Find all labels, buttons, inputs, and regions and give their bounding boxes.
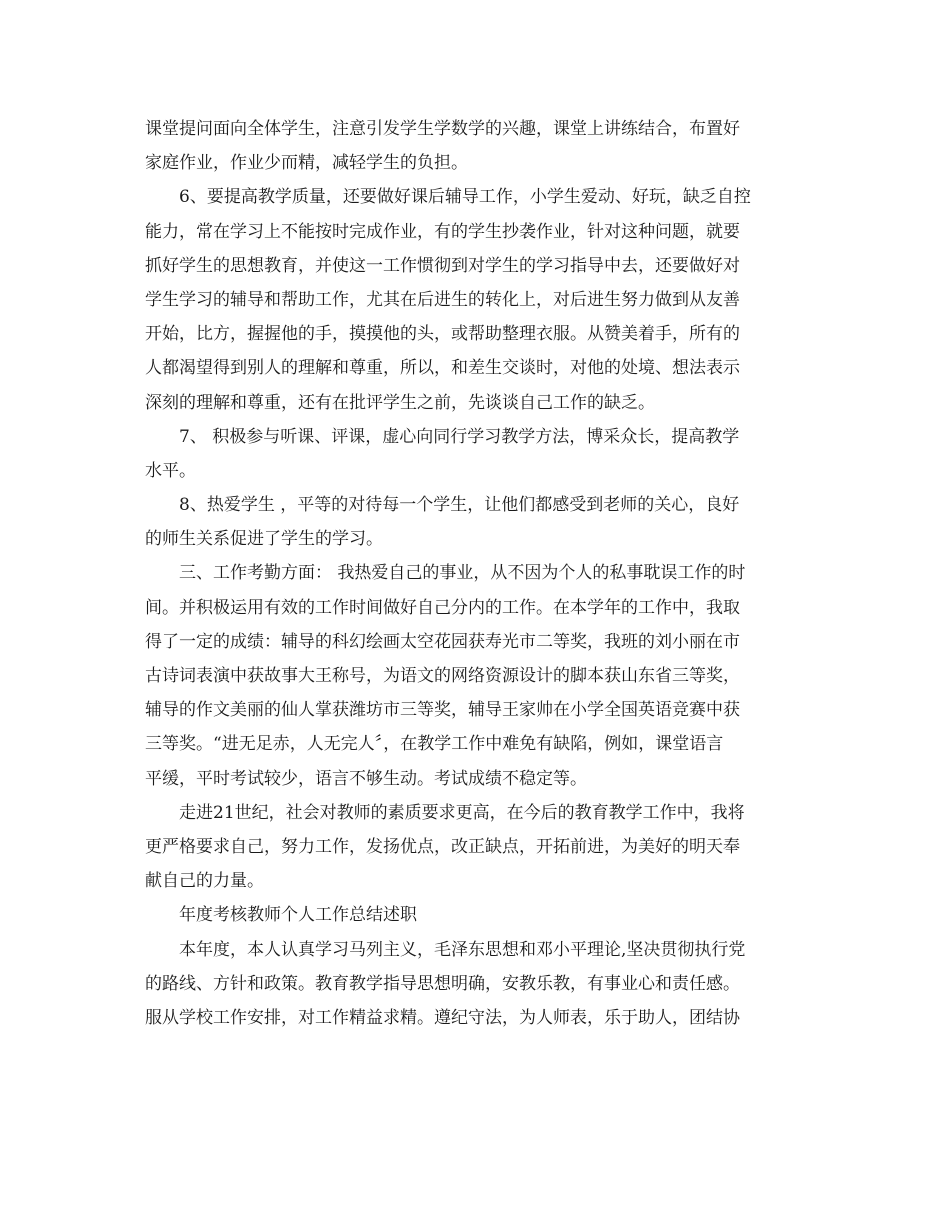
paragraph-line: 深刻的理解和尊重，还有在批评学生之前，先谈谈自己工作的缺乏。 <box>145 392 655 413</box>
paragraph-line: 古诗词表演中获故事大王称号，为语文的网络资源设计的脚本获山东省三等奖， <box>145 666 740 686</box>
paragraph-line: 服从学校工作安排，对工作精益求精。遵纪守法，为人师表，乐于助人，团结协 <box>145 1007 740 1028</box>
paragraph-line: 更严格要求自己，努力工作，发扬优点，改正缺点，开拓前进，为美好的明天奉 <box>145 836 740 857</box>
paragraph-line: 课堂提问面向全体学生，注意引发学生学数学的兴趣，课堂上讲练结合，布置好 <box>145 119 740 139</box>
paragraph-first-line: 本年度，本人认真学习马列主义，毛泽东思想和邓小平理论,坚决贯彻执行党 <box>179 939 746 960</box>
paragraph-first-line: 7、 积极参与听课、评课，虚心向同行学习教学方法，博采众长，提高教学 <box>179 426 740 447</box>
paragraph-first-line: 三、工作考勤方面： 我热爱自己的事业，从不因为个人的私事耽误工作的时 <box>179 563 746 584</box>
paragraph-line: 能力，常在学习上不能按时完成作业，有的学生抄袭作业，针对这种问题，就要 <box>145 221 740 242</box>
paragraph-line: 平缓，平时考试较少，语言不够生动。考试成绩不稳定等。 <box>145 768 587 789</box>
paragraph-line: 的师生关系促进了学生的学习。 <box>145 529 383 550</box>
paragraph-line: 间。并积极运用有效的工作时间做好自己分内的工作。在本学年的工作中，我取 <box>145 597 740 618</box>
paragraph-line: 辅导的作文美丽的仙人掌获潍坊市三等奖，辅导王家帅在小学全国英语竞赛中获 <box>145 700 740 721</box>
paragraph-line: 家庭作业，作业少而精，减轻学生的负担。 <box>145 153 468 174</box>
paragraph-line: 开始，比方，握握他的手，摸摸他的头，或帮助整理衣服。从赞美着手，所有的 <box>145 324 740 345</box>
paragraph-first-line: 8、热爱学生 ，平等的对待每一个学生，让他们都感受到老师的关心，良好 <box>179 495 740 516</box>
paragraph-first-line: 6、要提高教学质量，还要做好课后辅导工作，小学生爱动、好玩，缺乏自控 <box>179 187 751 208</box>
paragraph-line: 三等奖。“进无足赤，人无完人〞，在教学工作中难免有缺陷，例如，课堂语言 <box>145 734 724 755</box>
paragraph-first-line: 年度考核教师个人工作总结述职 <box>179 905 417 926</box>
paragraph-first-line: 走进21世纪，社会对教师的素质要求更高，在今后的教育教学工作中，我将 <box>179 802 745 823</box>
paragraph-line: 的路线、方针和政策。教育教学指导思想明确，安教乐教，有事业心和责任感。 <box>145 973 740 994</box>
paragraph-line: 抓好学生的思想教育，并使这一工作惯彻到对学生的学习指导中去，还要做好对 <box>145 255 740 276</box>
paragraph-line: 水平。 <box>145 460 196 481</box>
paragraph-line: 人都渴望得到别人的理解和尊重，所以，和差生交谈时，对他的处境、想法表示 <box>145 358 740 379</box>
paragraph-line: 得了一定的成绩：辅导的科幻绘画太空花园获寿光市二等奖，我班的刘小丽在市 <box>145 631 740 652</box>
paragraph-line: 学生学习的辅导和帮助工作，尤其在后进生的转化上，对后进生努力做到从友善 <box>145 289 740 310</box>
paragraph-line: 献自己的力量。 <box>145 871 264 892</box>
document-body <box>145 112 810 1035</box>
